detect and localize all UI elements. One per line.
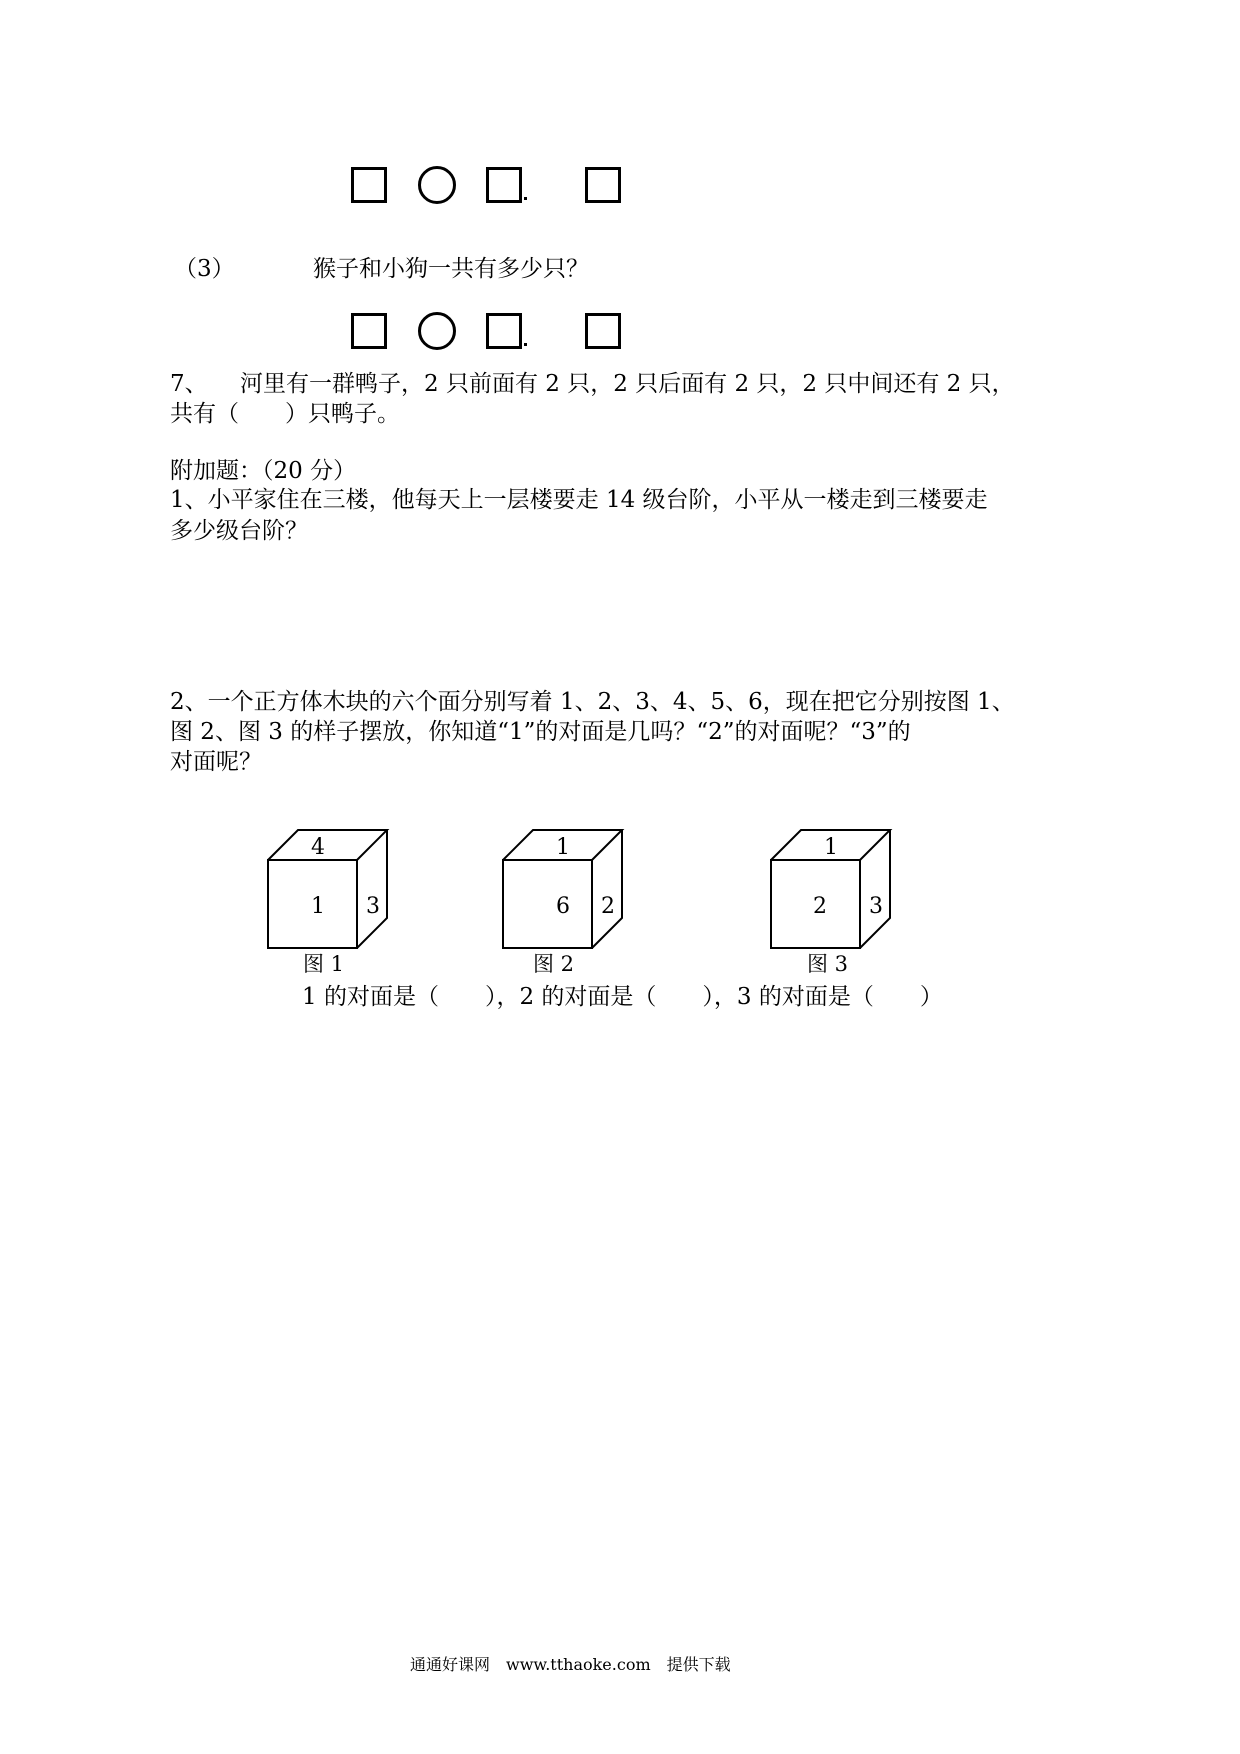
cube-2-side-label: 2 xyxy=(601,894,615,919)
q7-line1: 河里有一群鸭子，2 只前面有 2 只，2 只后面有 2 只，2 只中间还有 2 只， xyxy=(240,371,1015,397)
cube-2-top-label: 1 xyxy=(556,835,570,860)
cube-1-top-label: 4 xyxy=(311,835,325,860)
cube-2-front-label: 6 xyxy=(556,894,570,919)
footer-credit: 通通好课网 www.tthaoke.com 提供下载 xyxy=(410,1655,731,1674)
cube-1-caption: 图 1 xyxy=(303,952,345,976)
cube-1-top-face xyxy=(268,830,387,860)
cube-2-caption: 图 2 xyxy=(533,952,575,976)
cube-3-top-label: 1 xyxy=(824,835,838,860)
bonus-q2-line1: 2、一个正方体木块的六个面分别写着 1、2、3、4、5、6，现在把它分别按图 1、 xyxy=(170,689,1015,715)
part3-label: （3） xyxy=(174,256,235,282)
cube-1-side-face xyxy=(357,830,387,948)
q7-number: 7、 xyxy=(170,371,208,397)
cube-3-caption: 图 3 xyxy=(807,952,849,976)
cube-3-side-label: 3 xyxy=(869,894,883,919)
bonus-heading: 附加题：（20 分） xyxy=(170,458,357,484)
cube-1-front-label: 1 xyxy=(311,894,325,919)
cube-2-side-face xyxy=(592,830,622,948)
bonus-q2-line2: 图 2、图 3 的样子摆放，你知道“1”的对面是几吗？“2”的对面呢？“3”的 xyxy=(170,719,911,745)
cube-1-side-label: 3 xyxy=(366,894,380,919)
part3-question: 猴子和小狗一共有多少只？ xyxy=(313,256,589,282)
bonus-q1-line1: 1、小平家住在三楼，他每天上一层楼要走 14 级台阶，小平从一楼走到三楼要走 xyxy=(170,487,988,513)
cube-answer-line: 1 的对面是（ ），2 的对面是（ ），3 的对面是（ ） xyxy=(302,984,943,1010)
cube-2-front-face xyxy=(503,860,592,948)
cube-1 xyxy=(268,830,387,948)
bonus-q1-line2: 多少级台阶？ xyxy=(170,518,308,544)
cube-3-front-label: 2 xyxy=(813,894,827,919)
cube-3-side-face xyxy=(860,830,890,948)
q7-line2: 共有（ ）只鸭子。 xyxy=(170,401,400,427)
bonus-q2-line3: 对面呢？ xyxy=(170,749,262,775)
